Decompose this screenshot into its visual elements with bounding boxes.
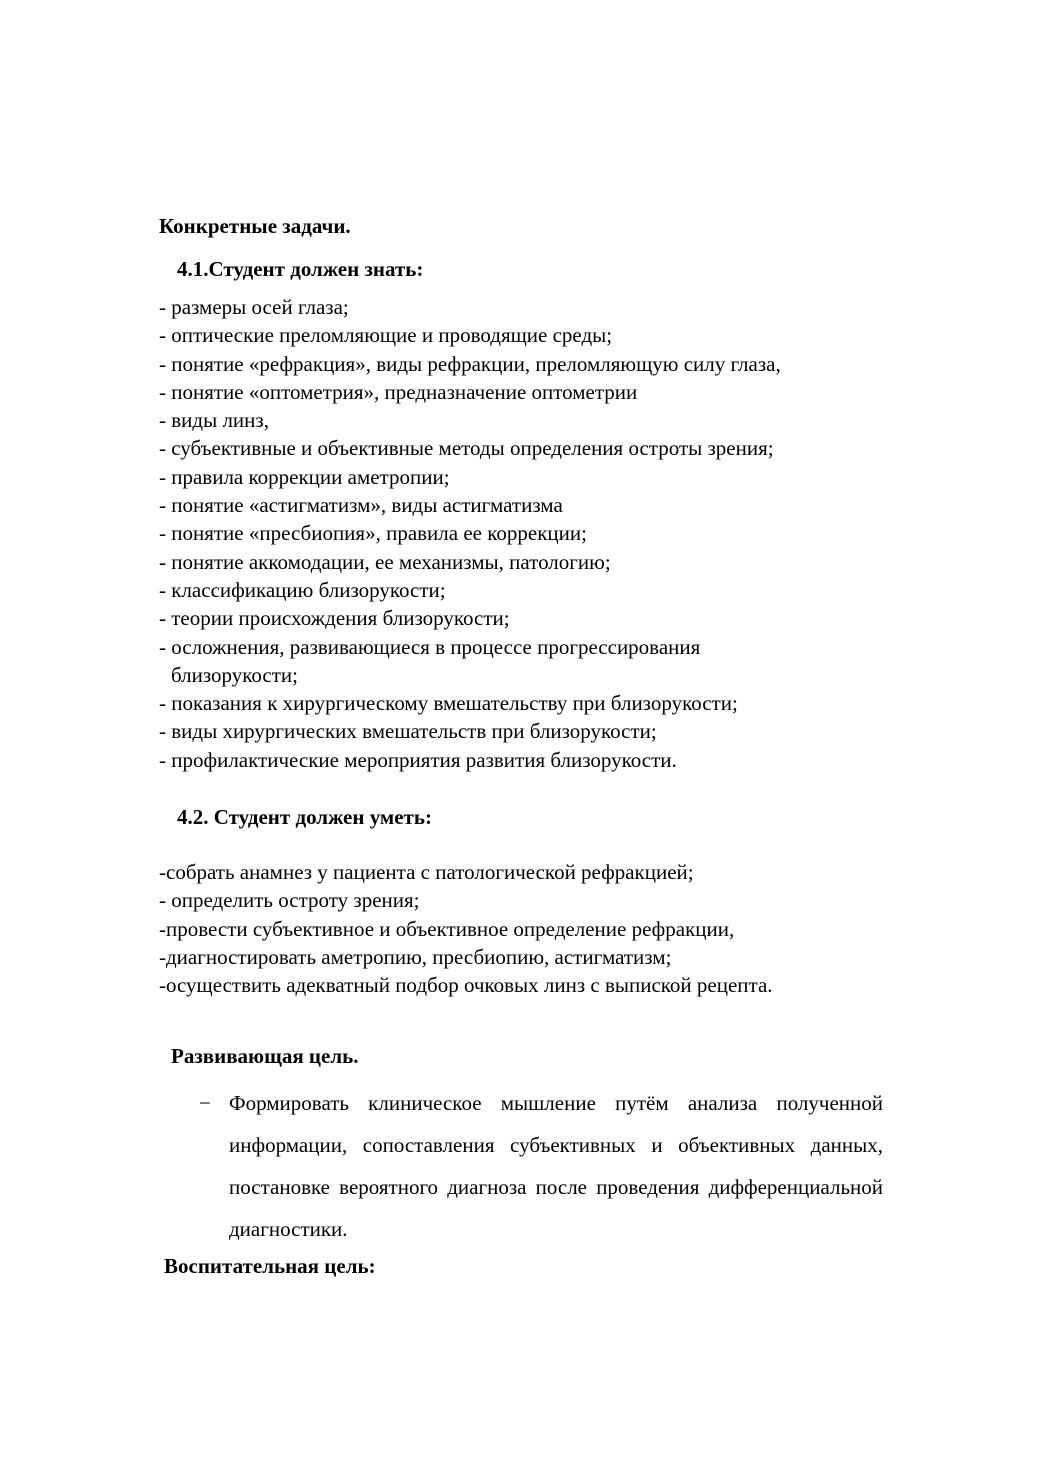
list-item: - показания к хирургическому вмешательству при близорукости;: [159, 691, 738, 716]
list-student-must-be-able: [159, 858, 773, 999]
list-item: - виды линз,: [159, 408, 269, 433]
list-item: - правила коррекции аметропии;: [159, 464, 450, 489]
heading-developing-goal: Развивающая цель.: [171, 1044, 359, 1068]
list-item: - осложнения, развивающиеся в процессе прогрессирования: [159, 634, 701, 659]
heading-specific-tasks: Конкретные задачи.: [159, 214, 351, 238]
heading-educational-goal: Воспитательная цель:: [164, 1254, 376, 1278]
list-item: -диагностировать аметропию, пресбиопию, астигматизм;: [159, 944, 672, 969]
developing-goal-text: Формировать клиническое мышление путём анализа полученной информации, сопоставления субъективных и объективных данных, постановке вероятного диагноза после проведения дифференциальной диагностики.: [229, 1091, 883, 1241]
list-item: - размеры осей глаза;: [159, 295, 349, 319]
developing-goal-item: [199, 1082, 883, 1250]
list-item: - определить остроту зрения;: [159, 888, 420, 913]
list-student-must-know: [159, 293, 781, 774]
heading-student-must-be-able: 4.2. Студент должен уметь:: [177, 805, 432, 829]
list-item: -собрать анамнез у пациента с патологической рефракцией;: [159, 860, 694, 884]
list-item: - понятие «рефракция», виды рефракции, преломляющую силу глаза,: [159, 351, 781, 376]
list-item-continuation: близорукости;: [171, 662, 299, 687]
list-item: - виды хирургических вмешательств при близорукости;: [159, 719, 657, 744]
list-item: - понятие аккомодации, ее механизмы, патологию;: [159, 549, 611, 574]
list-item: - профилактические мероприятия развития близорукости.: [159, 747, 677, 772]
list-item: - понятие «оптометрия», предназначение оптометрии: [159, 379, 638, 404]
list-item: - понятие «пресбиопия», правила ее коррекции;: [159, 521, 587, 546]
list-item: - понятие «астигматизм», виды астигматизма: [159, 493, 563, 518]
list-item: - классификацию близорукости;: [159, 577, 446, 602]
list-item: - теории происхождения близорукости;: [159, 606, 510, 631]
list-item: -провести субъективное и объективное определение рефракции,: [159, 916, 735, 941]
list-item: - субъективные и объективные методы определения остроты зрения;: [159, 436, 774, 461]
list-item: -осуществить адекватный подбор очковых линз с выпиской рецепта.: [159, 973, 773, 998]
heading-student-must-know: 4.1.Студент должен знать:: [177, 257, 424, 281]
list-dash: −: [199, 1091, 211, 1115]
list-item: - оптические преломляющие и проводящие среды;: [159, 323, 613, 348]
